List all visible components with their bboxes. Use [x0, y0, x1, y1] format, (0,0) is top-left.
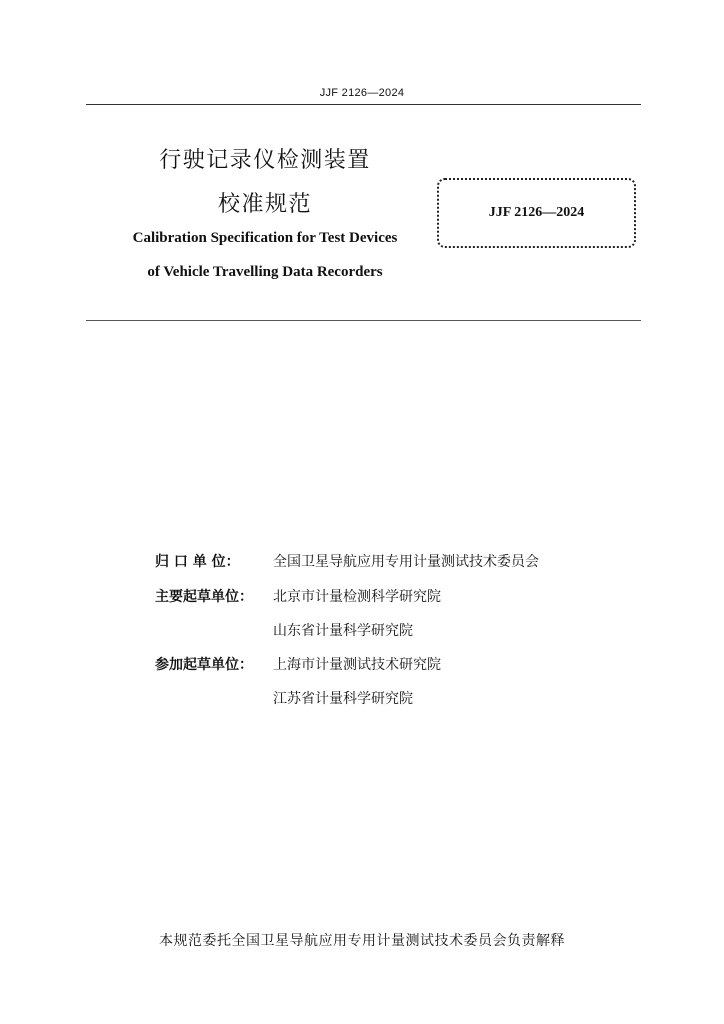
main-drafting-unit-value-2: 山东省计量科学研究院	[273, 623, 413, 639]
title-english-line-2: of Vehicle Travelling Data Recorders	[147, 264, 383, 280]
title-chinese-line-1: 行驶记录仪检测装置	[159, 148, 371, 173]
title-chinese-line-2: 校准规范	[217, 192, 312, 217]
title-divider	[86, 320, 641, 321]
standard-code-box	[437, 178, 636, 248]
header-divider	[86, 104, 641, 105]
main-drafting-unit-value-1: 北京市计量检测科学研究院	[273, 589, 441, 605]
main-drafting-unit-label: 主要起草单位：	[155, 589, 253, 605]
interpretation-note: 本规范委托全国卫星导航应用专用计量测试技术委员会负责解释	[159, 933, 565, 949]
main-drafting-unit-row-2	[155, 620, 413, 642]
participating-unit-label: 参加起草单位：	[155, 657, 253, 673]
main-drafting-unit-row	[155, 586, 441, 608]
participating-unit-row-2	[155, 688, 413, 710]
standard-code-box-text: JJF 2126—2024	[488, 205, 585, 220]
participating-unit-value-1: 上海市计量测试技术研究院	[273, 657, 441, 673]
responsible-unit-value: 全国卫星导航应用专用计量测试技术委员会	[273, 554, 539, 570]
participating-unit-value-2: 江苏省计量科学研究院	[273, 691, 413, 707]
responsible-unit-row	[155, 551, 539, 573]
participating-unit-row	[155, 654, 441, 676]
header-standard-code: JJF 2126—2024	[319, 87, 405, 99]
responsible-unit-label: 归 口 单 位：	[155, 554, 240, 570]
title-english-line-1: Calibration Specification for Test Devices	[132, 230, 398, 246]
